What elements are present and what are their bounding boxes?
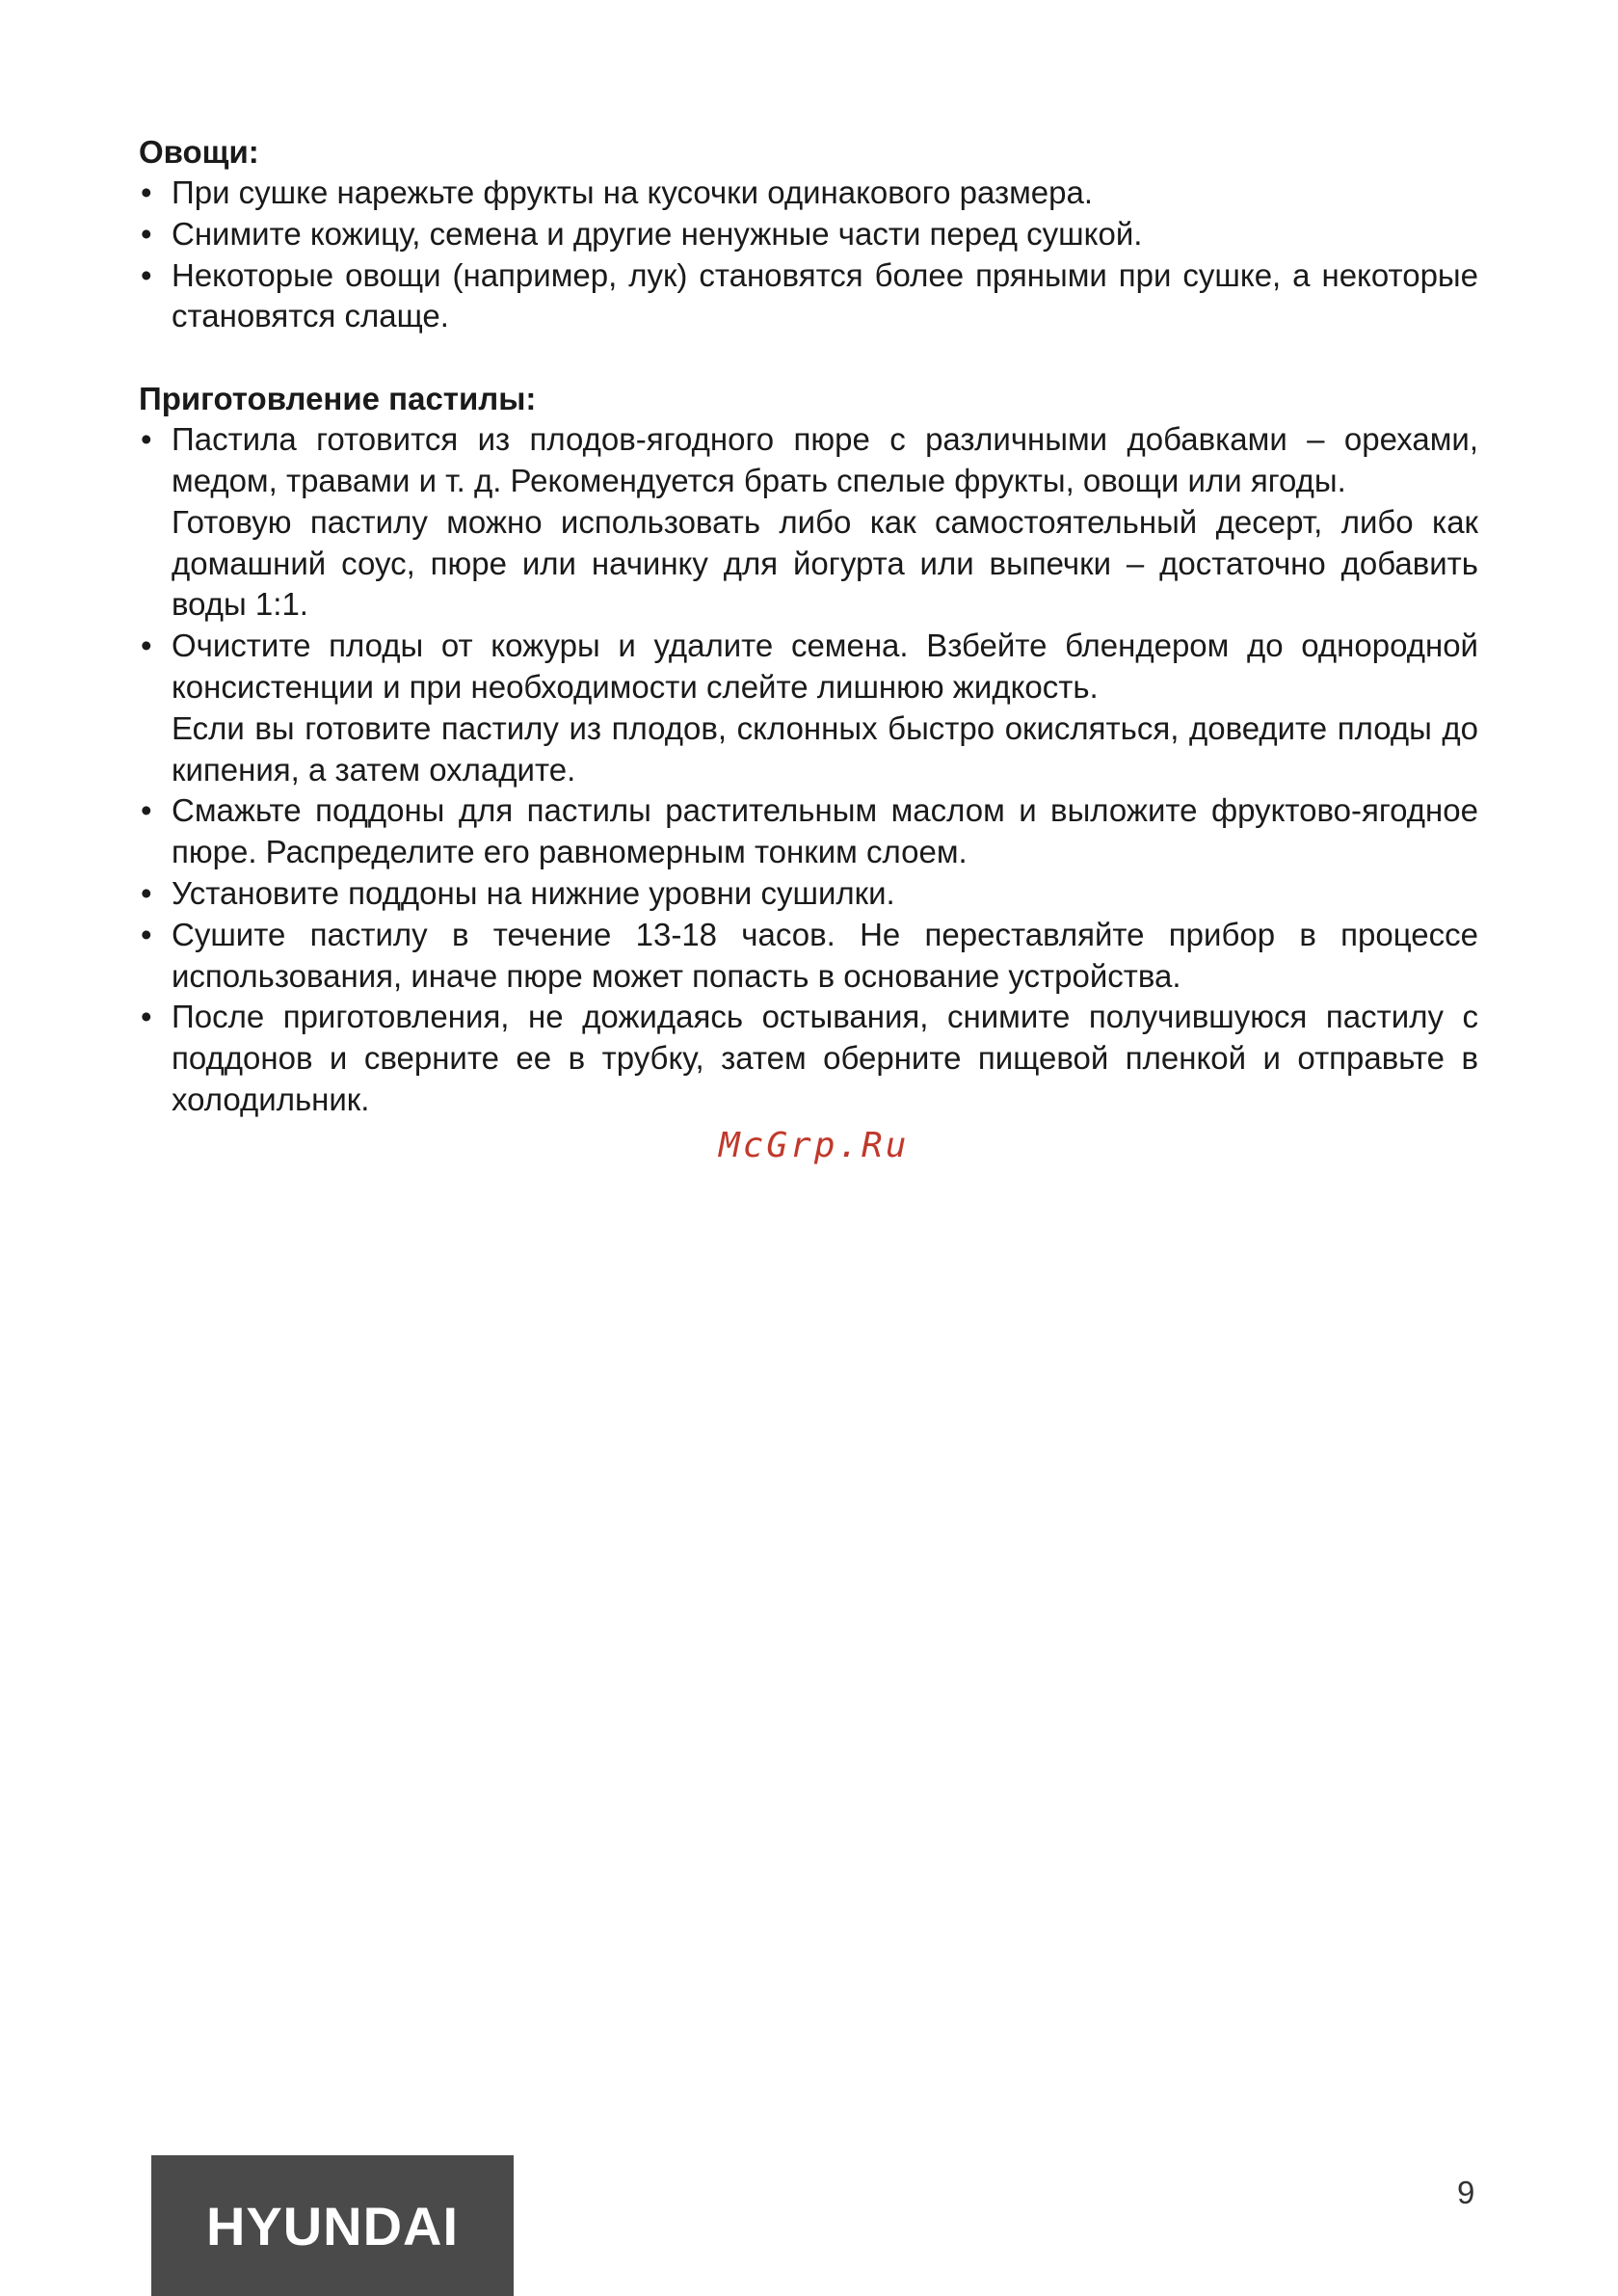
list-item-paragraph: Некоторые овощи (например, лук) становятся более пряными при сушке, а некоторые становятся слаще. <box>172 256 1478 334</box>
list-item-paragraph: После приготовления, не дожидаясь остывания, снимите получившуюся пастилу с поддонов и сверните ее в трубку, затем оберните пищевой пленкой и отправьте в холодильник. <box>172 999 1478 1117</box>
list-item-paragraph: Пастила готовится из плодов-ягодного пюре с различными добавками – орехами, медом, травами и т. д. Рекомендуется брать спелые фрукты, овощи или ягоды. <box>172 421 1478 498</box>
list-item <box>139 626 1478 790</box>
bullet-list <box>139 419 1478 1121</box>
list-item-paragraph: Смажьте поддоны для пастилы растительным маслом и выложите фруктово-ягодное пюре. Распределите его равномерным тонким слоем. <box>172 792 1478 870</box>
bullet-marker: • <box>141 174 152 210</box>
page-content <box>139 131 1478 1121</box>
list-item-paragraph: При сушке нарежьте фрукты на кусочки одинакового размера. <box>172 174 1093 210</box>
list-item <box>139 873 1478 915</box>
list-item <box>139 790 1478 873</box>
brand-logo <box>151 2155 514 2296</box>
bullet-marker: • <box>141 421 152 458</box>
list-item-paragraph: Снимите кожицу, семена и другие ненужные части перед сушкой. <box>172 215 1143 252</box>
list-item-paragraph: Если вы готовите пастилу из плодов, склонных быстро окисляться, доведите плоды до кипения, а затем охладите. <box>172 709 1478 788</box>
list-item <box>139 173 1478 214</box>
list-item-paragraph: Установите поддоны на нижние уровни сушилки. <box>172 874 895 911</box>
list-item <box>139 915 1478 998</box>
bullet-marker: • <box>141 627 152 664</box>
watermark: McGrp.Ru <box>719 1126 910 1165</box>
bullet-marker: • <box>141 256 152 293</box>
bullet-marker: • <box>141 215 152 252</box>
list-item <box>139 997 1478 1120</box>
page-number: 9 <box>1457 2175 1475 2210</box>
list-item <box>139 255 1478 338</box>
section-1 <box>139 378 1478 1121</box>
bullet-marker: • <box>141 792 152 829</box>
list-item-paragraph: Сушите пастилу в течение 13-18 часов. Не переставляйте прибор в процессе использования, иначе пюре может попасть в основание устройства. <box>172 916 1478 994</box>
brand-logo-text: HYUNDAI <box>205 2195 460 2256</box>
section-gap <box>139 337 1478 378</box>
bullet-marker: • <box>141 999 152 1035</box>
section-0 <box>139 131 1478 337</box>
section-title: Приготовление пастилы: <box>139 381 537 417</box>
bullet-list <box>139 173 1478 337</box>
list-item-paragraph: Готовую пастилу можно использовать либо как самостоятельный десерт, либо как домашний соус, пюре или начинку для йогурта или выпечки – достаточно добавить воды 1:1. <box>172 503 1478 623</box>
bullet-marker: • <box>141 874 152 911</box>
section-title: Овощи: <box>139 134 259 170</box>
list-item-paragraph: Очистите плоды от кожуры и удалите семена. Взбейте блендером до однородной консистенции и при необходимости слейте лишнюю жидкость. <box>172 627 1478 705</box>
bullet-marker: • <box>141 916 152 952</box>
list-item <box>139 419 1478 626</box>
list-item <box>139 214 1478 255</box>
